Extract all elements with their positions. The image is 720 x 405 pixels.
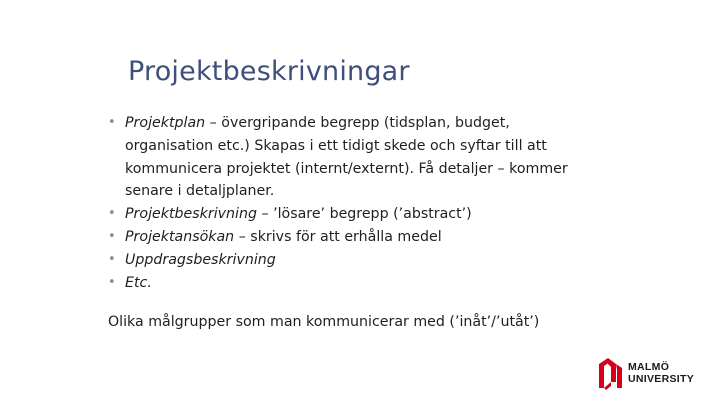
bullet-text: – ’lösare’ begrepp (’abstract’): [256, 206, 472, 223]
bullet-item: [108, 203, 578, 226]
bullet-icon: •: [108, 251, 116, 267]
bullet-term: Projektplan: [125, 115, 206, 131]
bullet-icon: •: [108, 228, 116, 244]
bullet-item: [108, 226, 578, 249]
bullet-term: Projektbeskrivning: [125, 206, 257, 223]
bullet-icon: •: [108, 115, 116, 130]
university-logo: [596, 356, 694, 390]
logo-line-1: MALMÖ: [628, 361, 670, 373]
slide-title: Projektbeskrivningar: [128, 56, 410, 87]
bullet-list: [108, 112, 578, 294]
bullet-icon: •: [108, 274, 116, 290]
bullet-item: [108, 112, 578, 203]
malmo-university-logo-icon: [596, 356, 624, 390]
bullet-icon: •: [108, 206, 116, 222]
logo-line-2: UNIVERSITY: [628, 373, 695, 385]
bullet-text: – skrivs för att erhålla medel: [234, 228, 442, 245]
bullet-text: – övergripande begrepp (tidsplan, budget, organisation etc.) Skapas i ett tidigt skede och syftar till att kommunicera projektet (internt/externt). Få detaljer – kommer senare i detaljplaner.: [125, 115, 568, 200]
bullet-term: Uppdragsbeskrivning: [125, 251, 276, 268]
bullet-item: [108, 249, 578, 272]
logo-wordmark: [628, 361, 694, 385]
bullet-term: Projektansökan: [125, 228, 235, 245]
bullet-item: [108, 272, 578, 295]
footnote-text: Olika målgrupper som man kommunicerar med (’inåt’/’utåt’): [108, 314, 540, 330]
bullet-term: Etc.: [125, 274, 152, 291]
